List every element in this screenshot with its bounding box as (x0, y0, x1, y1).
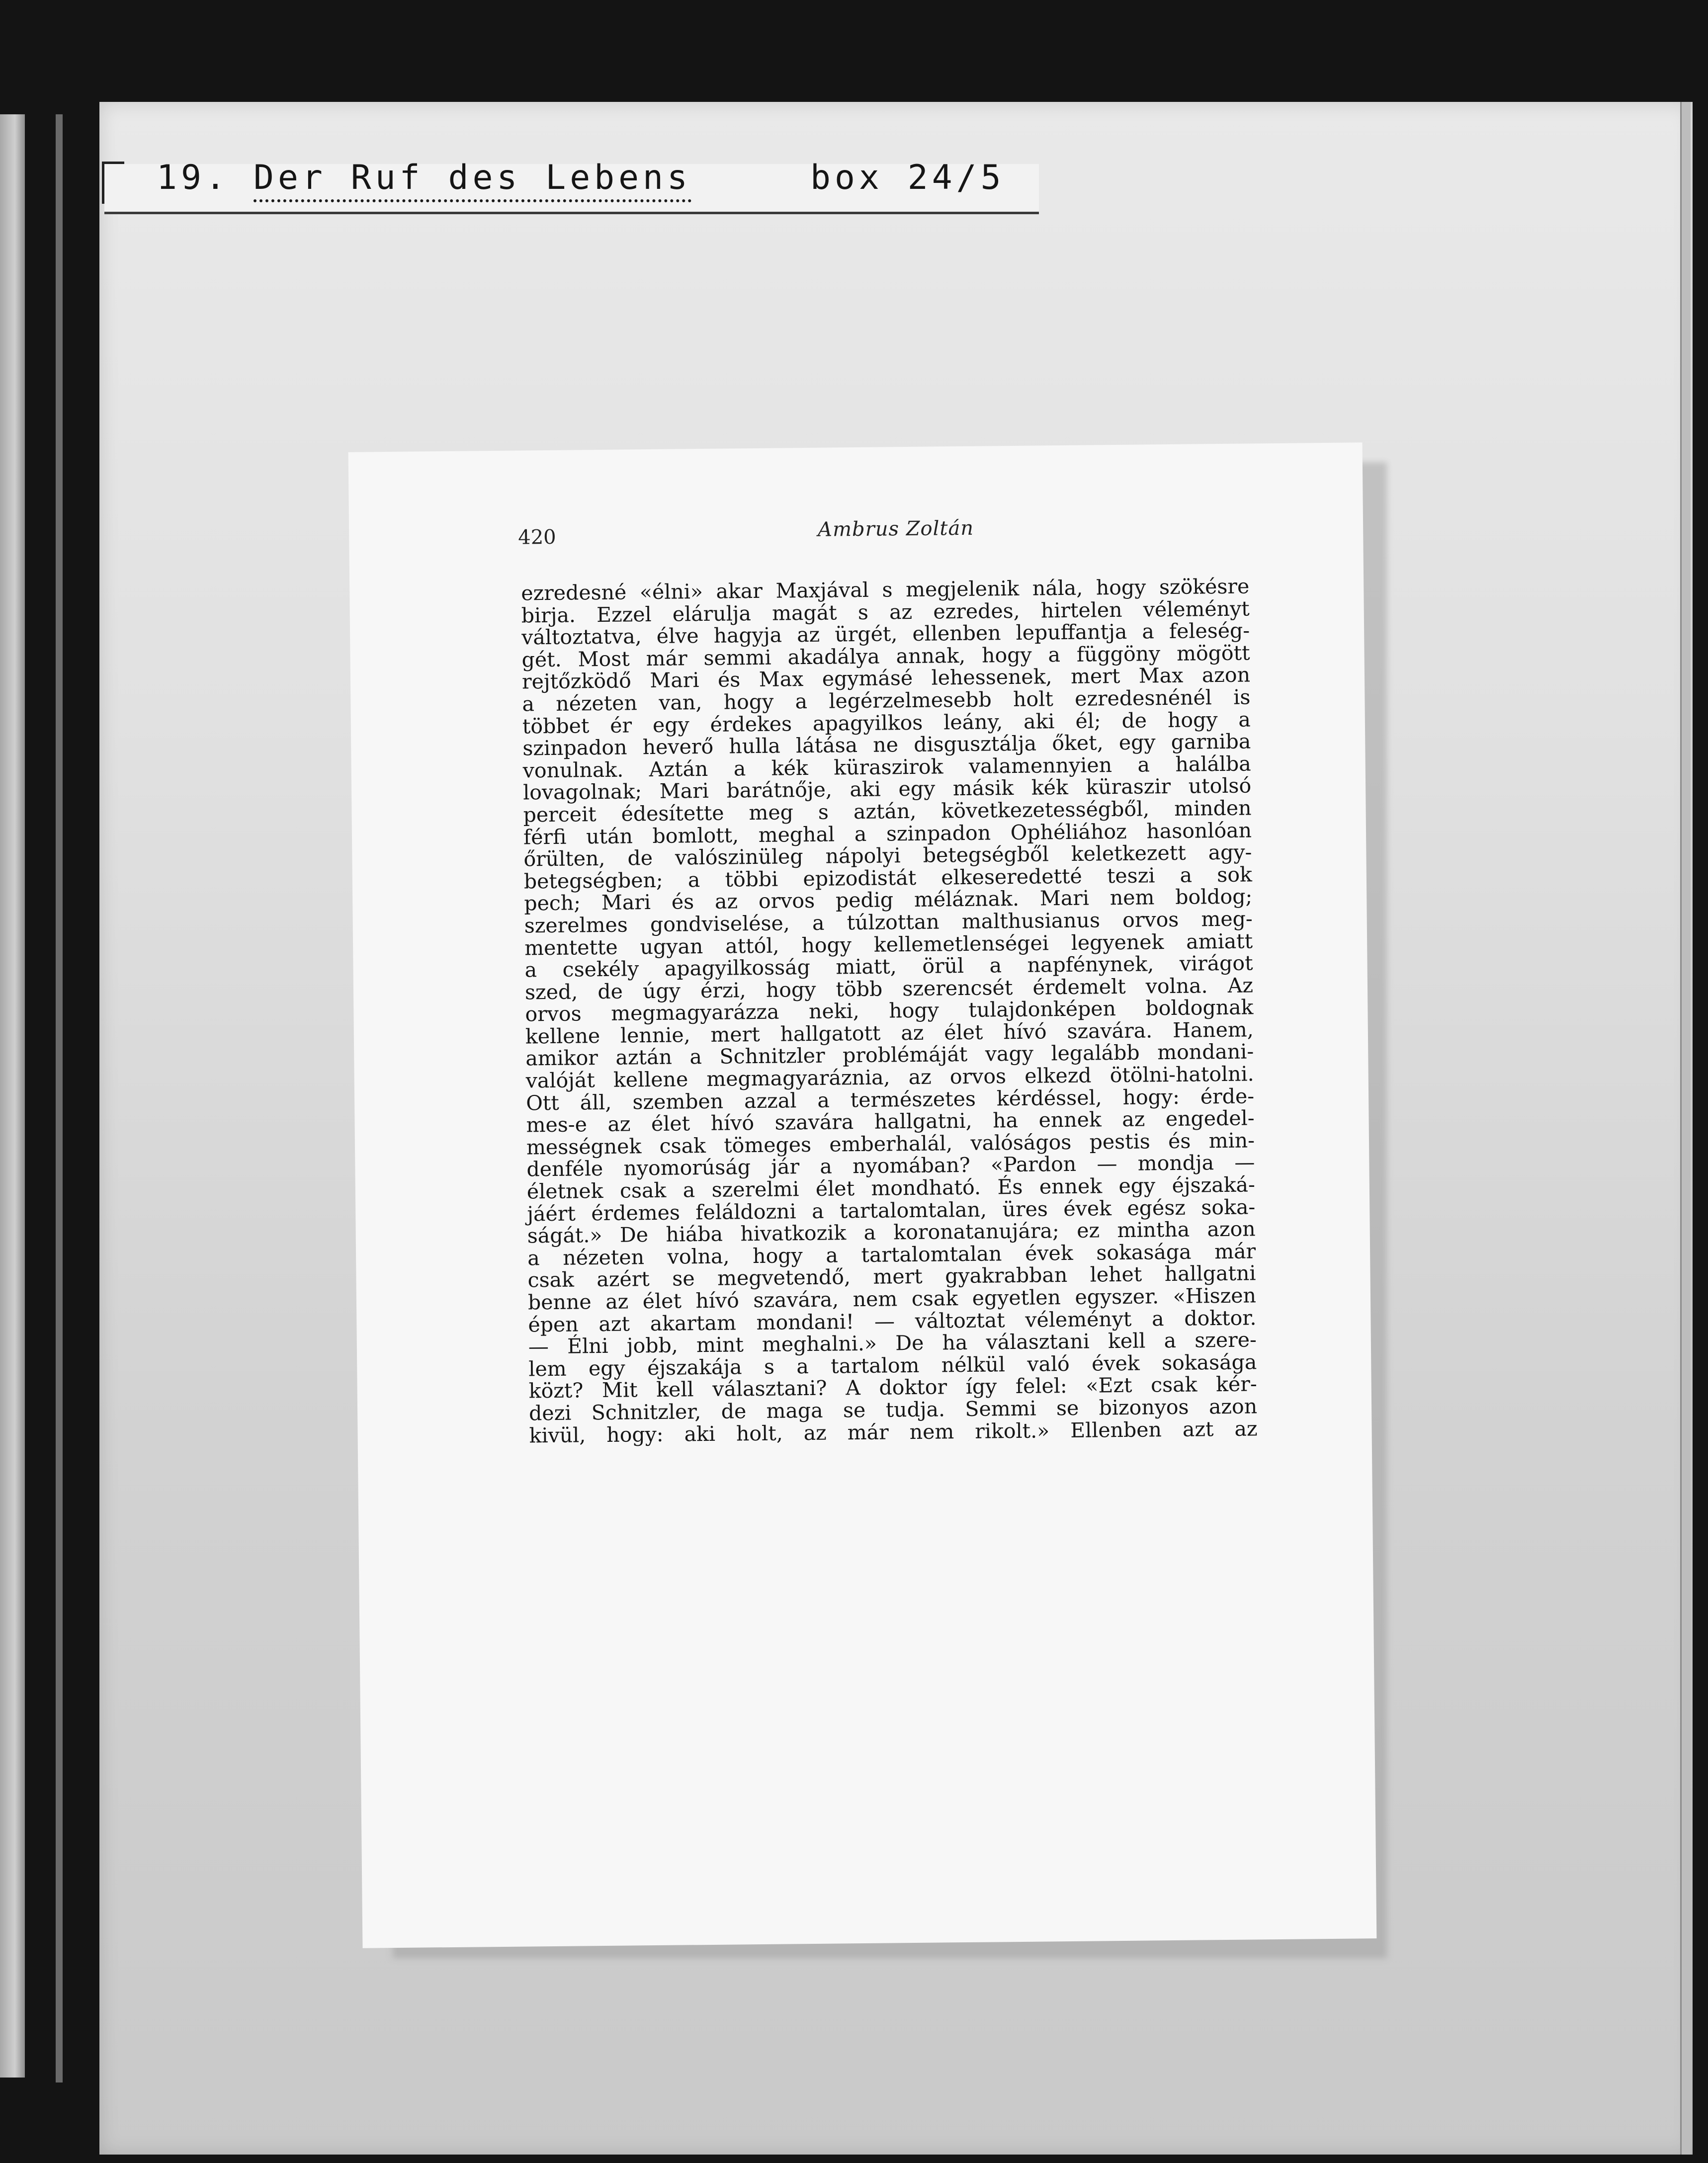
text-line: jáért érdemes feláldozni a tartalomtalan, üres évek egész soka- (527, 1195, 1256, 1226)
text-line: perceit édesítette meg s aztán, következetességből, minden (523, 796, 1252, 827)
text-line: denféle nyomorúság jár a nyomában? «Pardon — mondja — (526, 1150, 1255, 1181)
text-line: valóját kellene megmagyaráznia, az orvos elkezd ötölni-hatolni. (525, 1062, 1254, 1093)
text-line: dezi Schnitzler, de maga se tudja. Semmi se bizonyos azon (528, 1394, 1258, 1425)
text-line: kellene lennie, mert hallgatott az élet hívó szavára. Hanem, (525, 1017, 1254, 1049)
text-line: a csekély apagyilkosság miatt, örül a napfénynek, virágot (524, 951, 1253, 982)
article-body (521, 575, 1258, 1446)
page-number: 420 (518, 525, 556, 549)
folder-label-title: Der Ruf des Lebens (254, 158, 691, 202)
text-line: lem egy éjszakája s a tartalom nélkül való évek sokasága (528, 1350, 1257, 1381)
folder-label-number: 19. (157, 158, 230, 197)
folder-label-corner-mark (102, 162, 124, 204)
folder-label-box: box 24/5 (810, 158, 1005, 197)
text-line: mességnek csak tömeges emberhalál, valóságos pestis és min- (526, 1128, 1255, 1160)
text-line: lovagolnak; Mari barátnője, aki egy másik kék küraszir utolsó (522, 773, 1252, 805)
text-line: mes-e az élet hívó szavára hallgatni, ha ennek az engedel- (526, 1106, 1255, 1137)
text-line: Ott áll, szemben azzal a természetes kérdéssel, hogy: érde- (525, 1084, 1255, 1115)
text-line: a nézeten van, hogy a legérzelmesebb holt ezredesnénél is (522, 685, 1251, 716)
text-line: benne az élet hívó szavára, nem csak egyetlen egyszer. «Hiszen (527, 1283, 1257, 1315)
text-line: őrülten, de valószinüleg nápolyi betegségből keletkezett agy- (523, 840, 1252, 871)
adjacent-sheet-edge (0, 114, 25, 2078)
text-line: orvos megmagyarázza neki, hogy tulajdonképen boldognak (525, 995, 1254, 1026)
text-line: szerelmes gondviselése, a túlzottan malthusianus orvos meg- (524, 907, 1253, 938)
text-line: szinpadon heverő hulla látása ne disgusztálja őket, egy garniba (522, 729, 1251, 760)
text-line: kivül, hogy: aki holt, az már nem rikolt.» Ellenben azt az (529, 1416, 1258, 1448)
text-line: mentette ugyan attól, hogy kellemetlenségei legyenek amiatt (524, 928, 1253, 960)
text-line: változtatva, élve hagyja az ürgét, ellenben lepuffantja a feleség- (521, 618, 1250, 650)
text-line: közt? Mit kell választani? A doktor így felel: «Ezt csak kér- (528, 1372, 1257, 1403)
text-line: épen azt akartam mondani! — változtat véleményt a doktor. (528, 1305, 1257, 1337)
text-line: rejtőzködő Mari és Max egymásé lehessenek, mert Max azon (521, 663, 1251, 694)
text-line: többet ér egy érdekes apagyilkos leány, aki él; de hogy a (522, 707, 1251, 739)
text-line: ságát.» De hiába hivatkozik a koronatanujára; ez mintha azon (527, 1217, 1256, 1248)
text-line: vonulnak. Aztán a kék küraszirok valamennyien a halálba (522, 751, 1251, 783)
text-line: betegségben; a többi epizodistát elkeseredetté teszi a sok (523, 862, 1253, 894)
newspaper-clipping (348, 442, 1377, 1948)
text-line: szed, de úgy érzi, hogy több szerencsét érdemelt volna. Az (524, 973, 1254, 1004)
text-line: életnek csak a szerelmi élet mondható. És ennek egy éjszaká- (526, 1172, 1256, 1204)
text-line: csak azért se megvetendő, mert gyakrabban lehet hallgatni (527, 1261, 1256, 1292)
text-line: amikor aztán a Schnitzler problémáját vagy legalább mondani- (525, 1039, 1254, 1071)
text-line: — Élni jobb, mint meghalni.» De ha választani kell a szere- (528, 1328, 1257, 1359)
folder-fold (1680, 102, 1691, 2155)
text-line: ezredesné «élni» akar Maxjával s megjelenik nála, hogy szökésre (521, 574, 1250, 605)
text-line: pech; Mari és az orvos pedig méláznak. Mari nem boldog; (524, 884, 1253, 915)
text-line: a nézeten volna, hogy a tartalomtalan évek sokasága már (527, 1239, 1256, 1270)
text-line: birja. Ezzel elárulja magát s az ezredes, hirtelen véleményt (521, 596, 1250, 628)
adjacent-sheet-shadow (56, 114, 63, 2082)
text-line: férfi után bomlott, meghal a szinpadon Ophéliához hasonlóan (523, 818, 1252, 849)
text-line: gét. Most már semmi akadálya annak, hogy a függöny mögött (521, 641, 1250, 672)
running-head-author: Ambrus Zoltán (817, 516, 974, 541)
